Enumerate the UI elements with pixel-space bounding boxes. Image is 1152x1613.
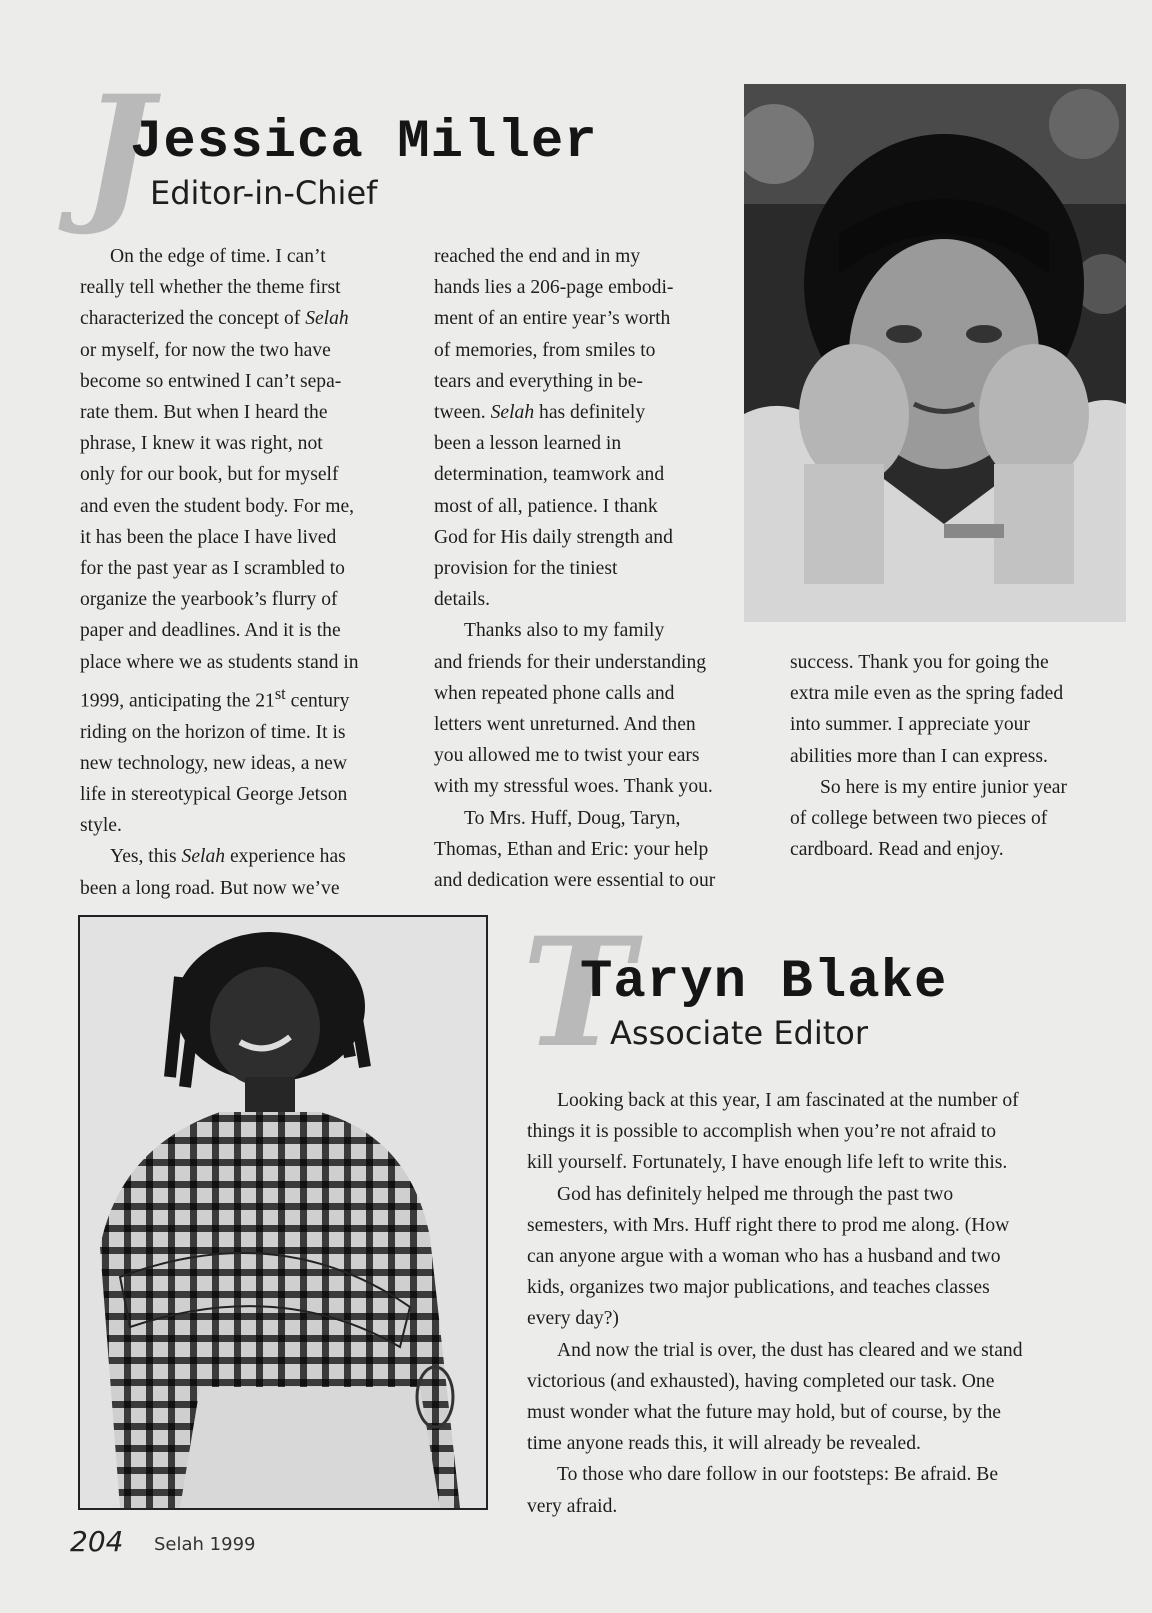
text-line: been a lesson learned in bbox=[434, 433, 622, 455]
article-body-associate-editor bbox=[527, 1085, 1117, 1522]
text-line: and friends for their understanding bbox=[434, 651, 707, 673]
text-line: semesters, with Mrs. Huff right there to prod me along. (How bbox=[527, 1214, 1010, 1236]
text-line: reached the end and in my bbox=[434, 246, 641, 267]
text-line: paper and deadlines. And it is the bbox=[80, 620, 341, 642]
associate-editor-role: Associate Editor bbox=[610, 1014, 869, 1052]
text-line: kill yourself. Fortunately, I have enough life left to write this. bbox=[527, 1152, 1008, 1174]
text-line: To Mrs. Huff, Doug, Taryn, bbox=[464, 807, 681, 829]
text-line: To those who dare follow in our footsteps: Be afraid. Be bbox=[557, 1464, 999, 1486]
text-line: rate them. But when I heard the bbox=[80, 402, 328, 424]
text-line: success. Thank you for going the bbox=[790, 652, 1049, 673]
text-line: So here is my entire junior year bbox=[820, 776, 1068, 798]
portrait-photo-associate-editor bbox=[78, 915, 488, 1510]
text-line: of memories, from smiles to bbox=[434, 339, 656, 361]
text-line: Yes, this Selah experience has bbox=[110, 846, 346, 868]
text-line: tears and everything in be- bbox=[434, 370, 643, 392]
publication-name: Selah 1999 bbox=[154, 1534, 256, 1555]
article-column-3 bbox=[790, 647, 1130, 865]
text-line: hands lies a 206-page embodi- bbox=[434, 277, 674, 299]
text-line: every day?) bbox=[527, 1308, 619, 1330]
text-line: God for His daily strength and bbox=[434, 526, 673, 548]
article-column-2 bbox=[434, 241, 764, 896]
text-line: organize the yearbook’s flurry of bbox=[80, 589, 338, 611]
decorative-initial-t: T bbox=[522, 905, 634, 1081]
text-line: time anyone reads this, it will already be revealed. bbox=[527, 1433, 921, 1455]
text-line: it has been the place I have lived bbox=[80, 526, 337, 548]
text-line: into summer. I appreciate your bbox=[790, 714, 1030, 736]
text-line: Thanks also to my family bbox=[464, 620, 665, 642]
associate-editor-name: Taryn Blake bbox=[580, 952, 948, 1013]
text-line: when repeated phone calls and bbox=[434, 682, 675, 704]
article-column-1 bbox=[80, 241, 420, 904]
text-line: most of all, patience. I thank bbox=[434, 495, 658, 517]
text-line: things it is possible to accomplish when you’re not afraid to bbox=[527, 1121, 997, 1143]
text-line: life in stereotypical George Jetson bbox=[80, 783, 348, 805]
page-number: 204 bbox=[70, 1525, 124, 1558]
text-line: Thomas, Ethan and Eric: your help bbox=[434, 838, 709, 860]
text-line: abilities more than I can express. bbox=[790, 745, 1048, 767]
text-line: must wonder what the future may hold, but of course, by the bbox=[527, 1402, 1001, 1424]
text-line: 1999, anticipating the 21st century bbox=[80, 683, 350, 712]
text-line: only for our book, but for myself bbox=[80, 464, 339, 486]
text-line: And now the trial is over, the dust has cleared and we stand bbox=[557, 1339, 1023, 1361]
text-line: or myself, for now the two have bbox=[80, 339, 331, 361]
text-line: become so entwined I can’t sepa- bbox=[80, 370, 342, 392]
editor-name: Jessica Miller bbox=[130, 112, 598, 173]
text-line: with my stressful woes. Thank you. bbox=[434, 776, 713, 798]
editor-role: Editor-in-Chief bbox=[150, 174, 378, 212]
text-line: and even the student body. For me, bbox=[80, 495, 355, 517]
decorative-initial-j: J bbox=[82, 63, 153, 239]
text-line: extra mile even as the spring faded bbox=[790, 683, 1064, 705]
text-line: ment of an entire year’s worth bbox=[434, 308, 671, 330]
text-line: On the edge of time. I can’t bbox=[110, 246, 326, 267]
text-line: for the past year as I scrambled to bbox=[80, 558, 345, 580]
text-line: and dedication were essential to our bbox=[434, 870, 716, 892]
text-line: victorious (and exhausted), having completed our task. One bbox=[527, 1370, 995, 1392]
text-line: place where we as students stand in bbox=[80, 651, 359, 673]
text-line: tween. Selah has definitely bbox=[434, 402, 646, 424]
text-line: provision for the tiniest bbox=[434, 558, 618, 580]
text-line: been a long road. But now we’ve bbox=[80, 877, 340, 899]
text-line: characterized the concept of Selah bbox=[80, 308, 349, 330]
text-line: very afraid. bbox=[527, 1495, 618, 1517]
text-line: new technology, new ideas, a new bbox=[80, 752, 347, 774]
text-line: letters went unreturned. And then bbox=[434, 714, 696, 736]
text-line: you allowed me to twist your ears bbox=[434, 745, 700, 767]
text-line: cardboard. Read and enjoy. bbox=[790, 839, 1004, 861]
text-line: can anyone argue with a woman who has a husband and two bbox=[527, 1246, 1001, 1268]
text-line: phrase, I knew it was right, not bbox=[80, 433, 323, 455]
text-line: determination, teamwork and bbox=[434, 464, 665, 486]
text-line: God has definitely helped me through the past two bbox=[557, 1183, 954, 1205]
text-line: details. bbox=[434, 589, 491, 611]
text-line: style. bbox=[80, 815, 122, 837]
portrait-photo-editor bbox=[744, 84, 1126, 622]
text-line: really tell whether the theme first bbox=[80, 277, 341, 299]
text-line: kids, organizes two major publications, and teaches classes bbox=[527, 1277, 990, 1299]
text-line: Looking back at this year, I am fascinated at the number of bbox=[557, 1090, 1019, 1111]
text-line: riding on the horizon of time. It is bbox=[80, 721, 346, 743]
text-line: of college between two pieces of bbox=[790, 808, 1048, 830]
